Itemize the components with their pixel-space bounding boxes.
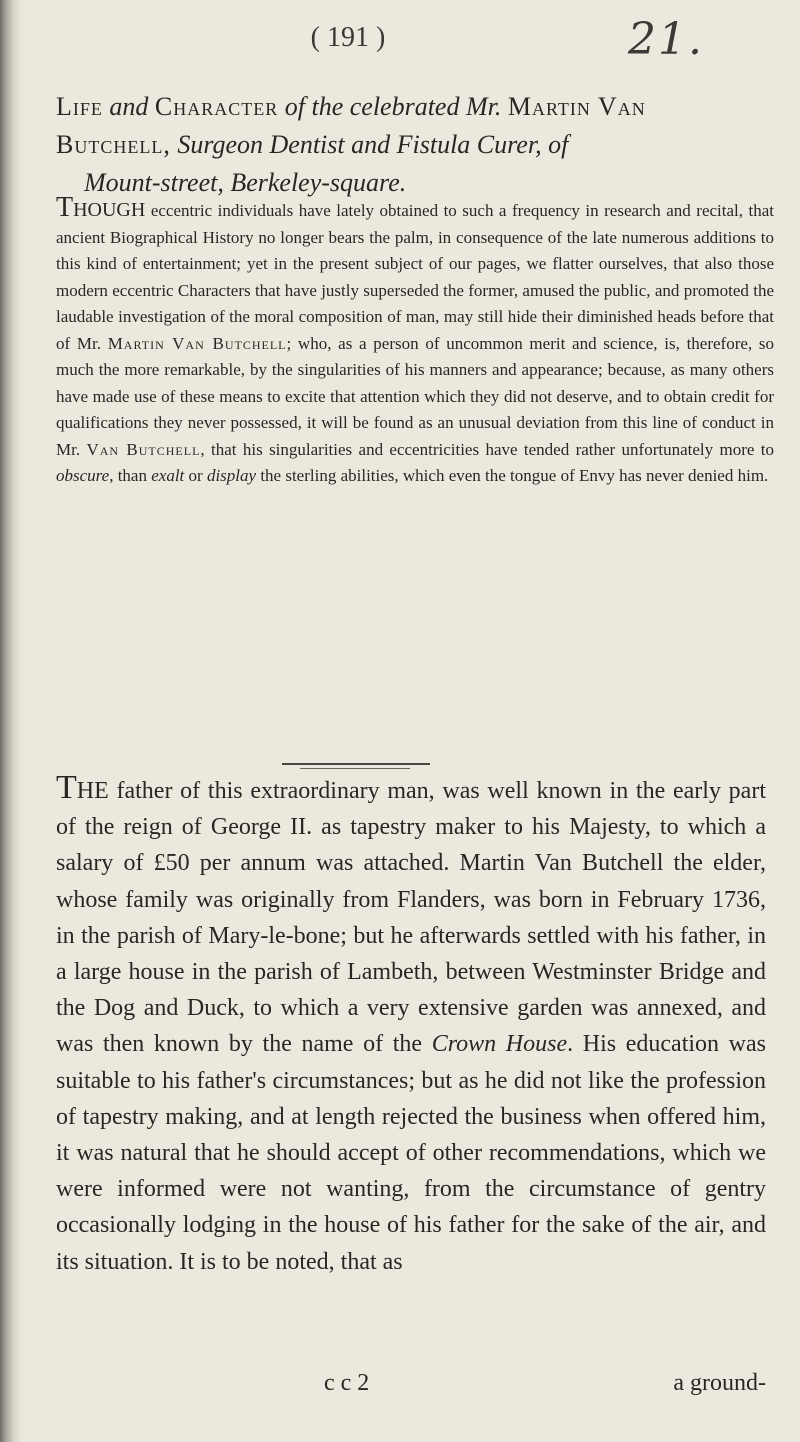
- heading-of-the-celebrated: of the celebrated: [284, 92, 460, 121]
- summary-text-2: ; who, as a person of uncommon merit and science, is, therefore, so much the more remarkable, by the singularities of his manners and appearance; because, as many others have made use of these means to excite that attention which they did not deserve, and to obtain credit for qualifications they never possessed, it will be found as an unusual deviation from this line of conduct in Mr.: [56, 333, 775, 459]
- summary-paragraph: [56, 192, 775, 490]
- handwritten-page-mark: 21.: [628, 14, 704, 65]
- body-text-2: . His education was suitable to his father's circumstances; but as he did not like the profession of tapestry making, and at length rejected the business when offered him, it was natural that he should accept of other recommendations, which we were informed were not wanting, from the circumstance of gentry occasionally lodging in the house of his father for the sake of the air, and its situation. It is to be noted, that as: [56, 1031, 766, 1275]
- page-gutter-shadow: [0, 0, 22, 1442]
- section-divider-thin: [300, 768, 410, 769]
- article-heading: [56, 88, 766, 202]
- summary-lead-word: Though: [56, 192, 146, 223]
- heading-address: Mount-street, Berkeley-square.: [84, 168, 407, 197]
- heading-surgeon-dentist: Surgeon Dentist: [177, 130, 345, 159]
- heading-name: Martin Van Butchell,: [56, 92, 646, 159]
- body-text-1: father of this extraordinary man, was well known in the early part of the reign of George II. as tapestry maker to his Majesty, to which a salary of £50 per annum was attached. Martin Van Butchell the elder, whose family was originally from Flanders, was born in February 1736, in the parish of Mary-le-bone; but he afterwards settled with his father, in a large house in the parish of Lambeth, between Westminster Bridge and the Dog and Duck, to which a very extensive garden was annexed, and was then known by the name of the: [56, 778, 766, 1058]
- catchword: a ground-: [673, 1370, 766, 1396]
- signature-mark: c c 2: [324, 1370, 370, 1396]
- summary-display: display: [206, 466, 257, 485]
- section-divider: [282, 763, 430, 765]
- summary-text-1: eccentric individuals have lately obtained to such a frequency in research and recital, that ancient Biographical History no longer bears the palm, in consequence of the late numerous additions to this kind of entertainment; yet in the present subject of our pages, we flatter ourselves, that also those modern eccentric Characters that have justly superseded the former, amused the public, and promoted the laudable investigation of the moral composition of man, may still hide their diminished heads before that of Mr.: [56, 201, 774, 353]
- summary-or: or: [184, 466, 207, 485]
- heading-of: of: [548, 130, 569, 159]
- heading-character: Character: [154, 92, 279, 121]
- summary-obscure: obscure: [56, 466, 110, 485]
- body-paragraph: [56, 770, 766, 1280]
- summary-text-5: the sterling abilities, which even the tongue of Envy has never denied him.: [256, 466, 769, 485]
- body-lead-word: The: [56, 769, 109, 806]
- summary-name-1: Martin Van Butchell: [107, 333, 287, 353]
- heading-life: Life: [56, 92, 103, 121]
- heading-and: and: [109, 92, 149, 121]
- page-number: ( 191 ): [310, 22, 386, 53]
- heading-and-2: and: [351, 130, 391, 159]
- summary-name-2: Van Butchell: [86, 439, 201, 459]
- summary-text-4: , than: [109, 466, 152, 485]
- summary-text-3: , that his singularities and eccentricities have tended rather unfortunately more to: [200, 439, 775, 459]
- summary-exalt: exalt: [151, 466, 185, 485]
- heading-mr: Mr.: [465, 92, 502, 121]
- heading-fistula-curer: Fistula Curer,: [396, 130, 542, 159]
- body-crown-house: Crown House: [431, 1031, 568, 1058]
